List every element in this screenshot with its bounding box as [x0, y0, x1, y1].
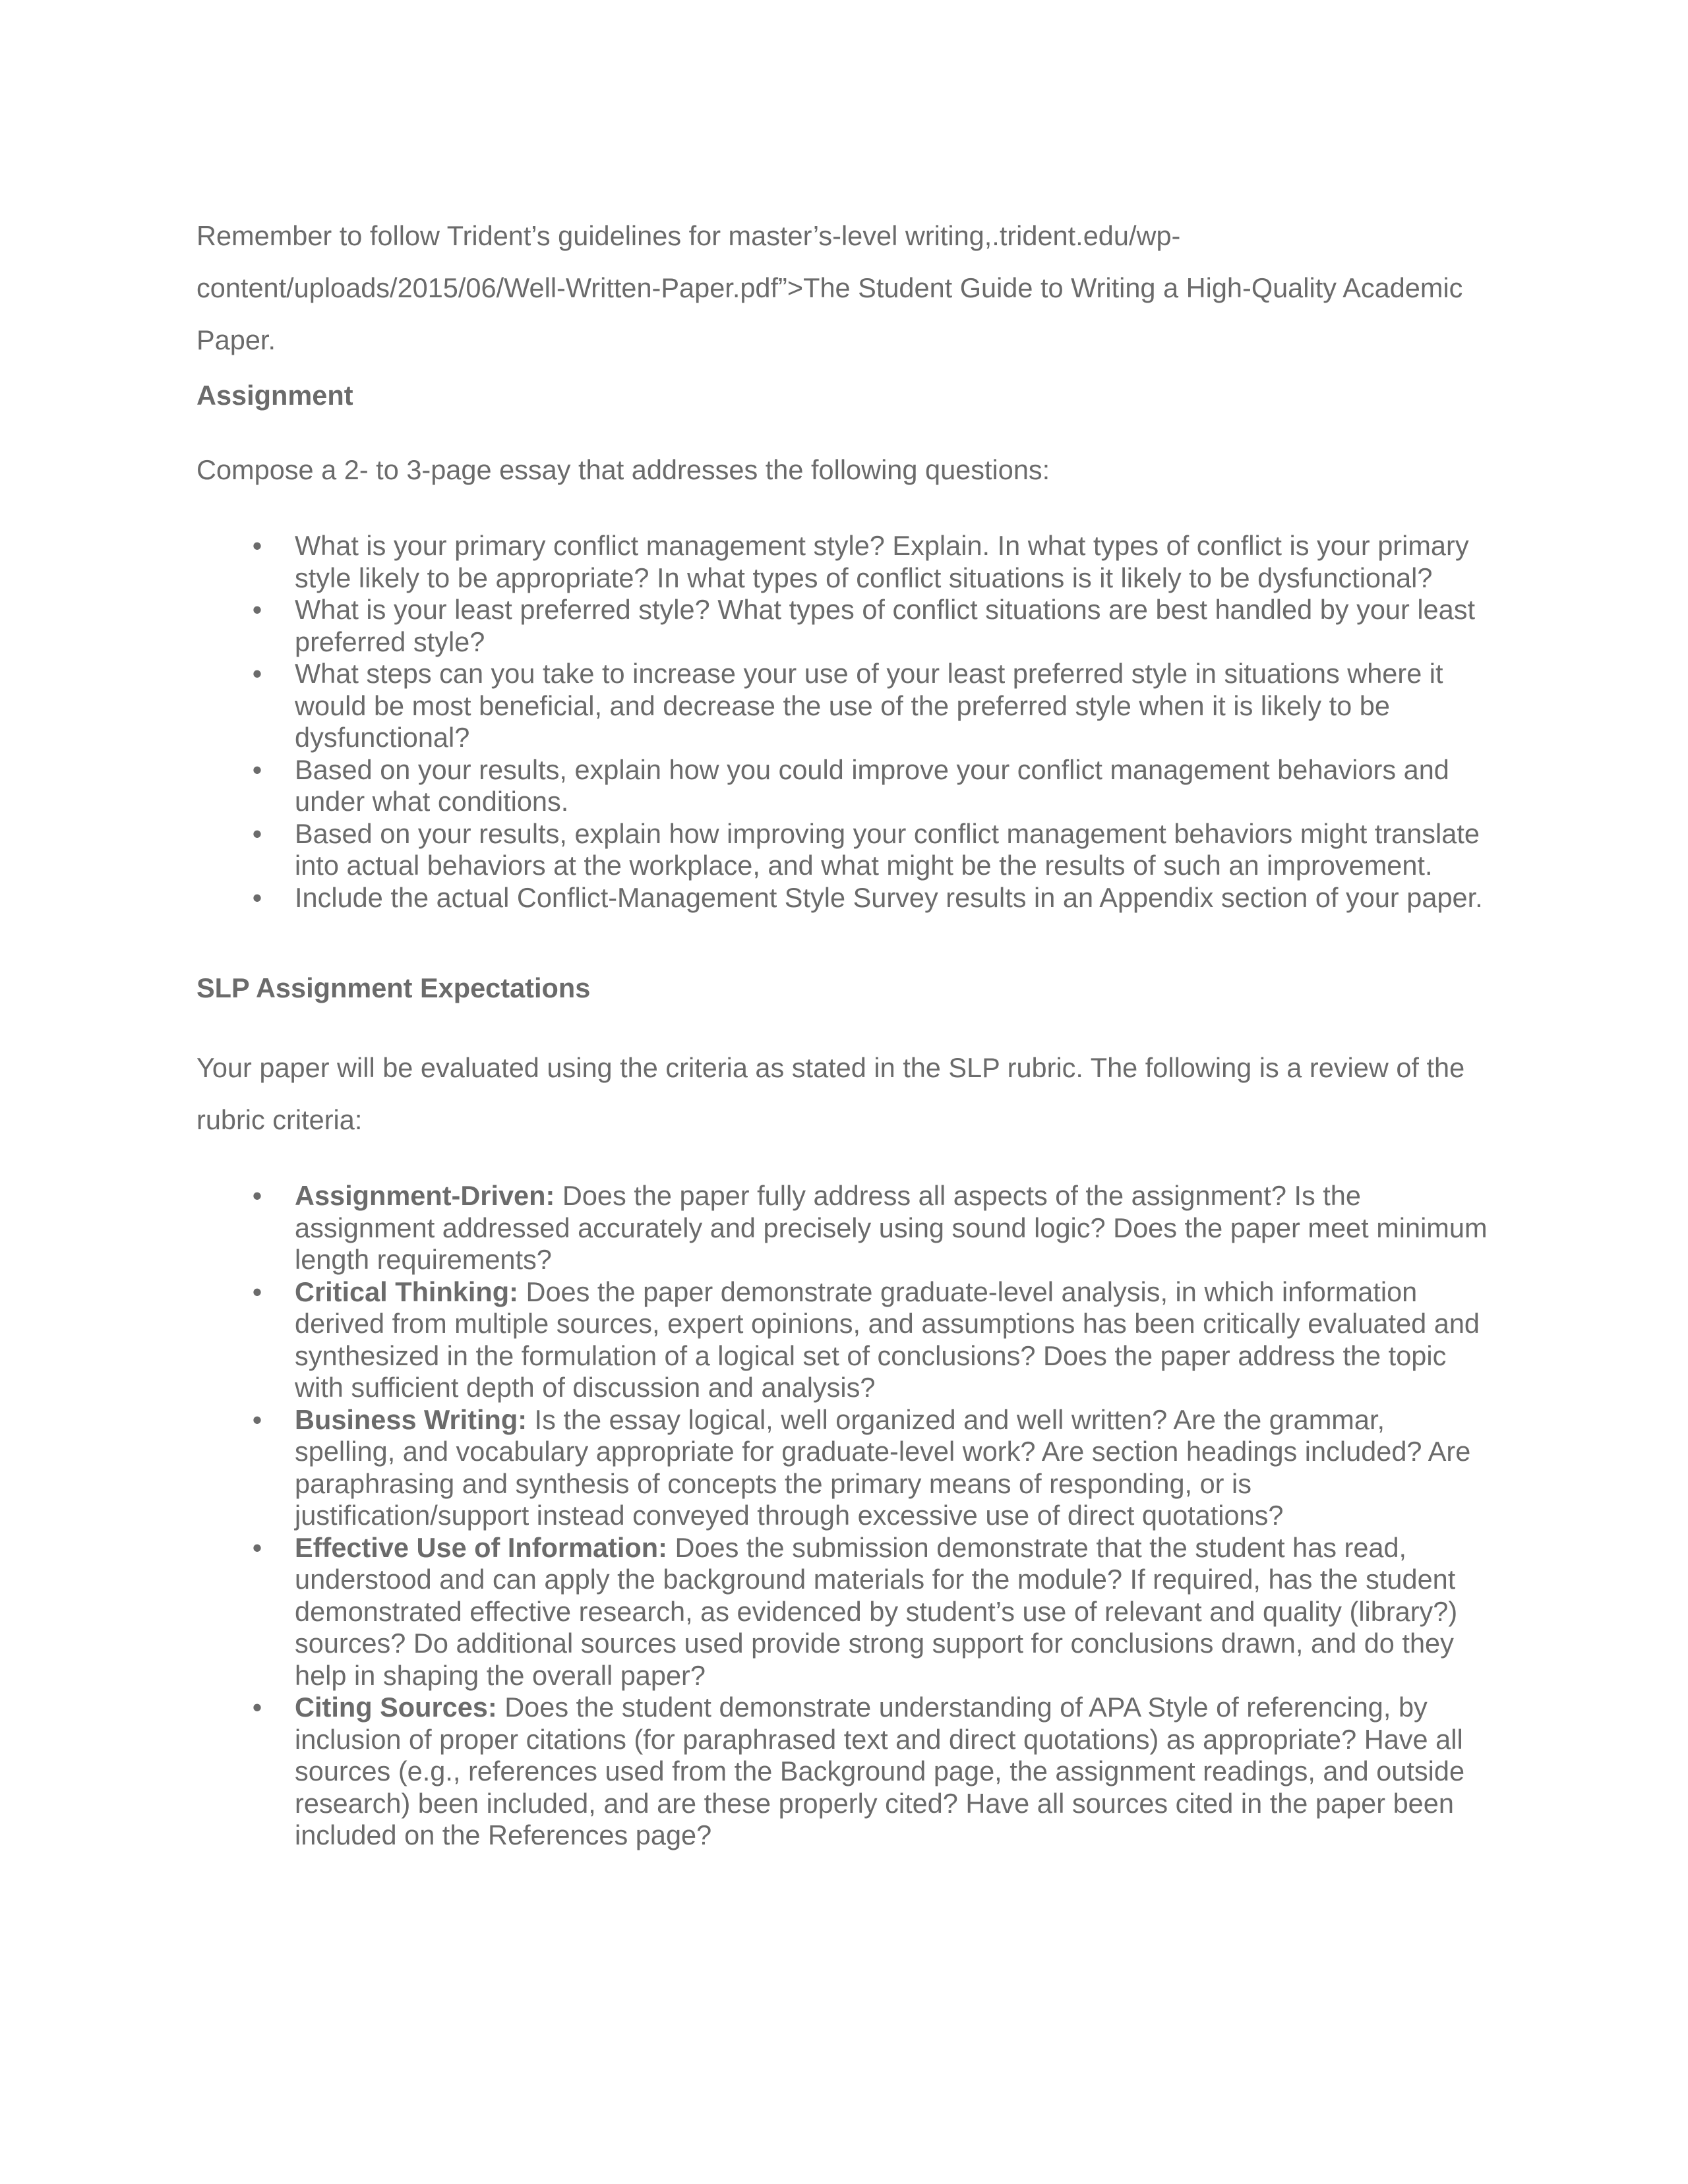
list-item	[196, 1276, 1489, 1404]
bullet-icon: •	[252, 658, 262, 689]
bullet-icon: •	[252, 1180, 262, 1211]
criterion-label: Citing Sources:	[295, 1692, 497, 1723]
list-item	[196, 882, 1489, 914]
list-item	[196, 818, 1489, 882]
question-text: Include the actual Conflict-Management Style Survey results in an Appendix section of your paper.	[295, 881, 1483, 913]
criterion-label: Assignment-Driven:	[295, 1180, 555, 1211]
intro-line-3: Paper.	[196, 324, 276, 355]
question-list	[196, 530, 1489, 914]
criterion-text: Does the paper demonstrate graduate-level analysis, in which information derived from multiple sources, expert opinions, and assumptions has been critically evaluated and synthesized in the formulation of a logical set of conclusions? Does the paper address the topic with sufficient depth of discussion and analysis?	[295, 1276, 1480, 1403]
list-item	[196, 1180, 1489, 1276]
document-page	[196, 210, 1489, 1852]
bullet-icon: •	[252, 594, 262, 625]
intro-line-2: content/uploads/2015/06/Well-Written-Paper.pdf”>The Student Guide to Writing a High-Quality Academic	[196, 272, 1463, 303]
list-item	[196, 1692, 1489, 1852]
expectations-heading: SLP Assignment Expectations	[196, 972, 591, 1003]
criterion-label: Effective Use of Information:	[295, 1531, 667, 1563]
assignment-prompt: Compose a 2- to 3-page essay that addresses the following questions:	[196, 454, 1050, 485]
criterion-text: Does the submission demonstrate that the student has read, understood and can apply the background materials for the module? If required, has the student demonstrated effective research, as evidenced by student’s use of relevant and quality (library?) sources? Do additional sources used provide strong support for conclusions drawn, and do they help in shaping the overall paper?	[295, 1531, 1458, 1691]
intro-line-1: Remember to follow Trident’s guidelines for master’s-level writing,.trident.edu/wp-	[196, 220, 1181, 251]
bullet-icon: •	[252, 1403, 262, 1435]
list-item	[196, 658, 1489, 754]
criterion-label: Business Writing:	[295, 1403, 528, 1435]
bullet-icon: •	[252, 530, 262, 561]
criterion-text: Does the paper fully address all aspects of the assignment? Is the assignment addressed accurately and precisely using sound logic? Does the paper meet minimum length requirements?	[295, 1180, 1488, 1275]
list-item	[196, 530, 1489, 594]
question-text: Based on your results, explain how improving your conflict management behaviors might translate into actual behaviors at the workplace, and what might be the results of such an improvement.	[295, 817, 1480, 881]
bullet-icon: •	[252, 881, 262, 913]
list-item	[196, 1532, 1489, 1692]
criteria-list	[196, 1180, 1489, 1852]
question-text: What steps can you take to increase your use of your least preferred style in situations where it would be most beneficial, and decrease the use of the preferred style when it is likely to be dysfunctional?	[295, 658, 1443, 753]
intro-paragraph	[196, 210, 1489, 366]
list-item	[196, 594, 1489, 658]
list-item	[196, 1404, 1489, 1532]
bullet-icon: •	[252, 817, 262, 849]
list-item	[196, 754, 1489, 818]
bullet-icon: •	[252, 753, 262, 785]
question-text: Based on your results, explain how you could improve your conflict management behaviors and under what conditions.	[295, 753, 1449, 817]
question-text: What is your primary conflict management style? Explain. In what types of conflict is your primary style likely to be appropriate? In what types of conflict situations is it likely to be dysfunctional?	[295, 530, 1469, 593]
criterion-text: Does the student demonstrate understanding of APA Style of referencing, by inclusion of proper citations (for paraphrased text and direct quotations) as appropriate? Have all sources (e.g., references used from the Background page, the assignment readings, and outside research) been included, and are these properly cited? Have all sources cited in the paper been included on the References page?	[295, 1692, 1465, 1850]
criterion-label: Critical Thinking:	[295, 1276, 518, 1307]
question-text: What is your least preferred style? What types of conflict situations are best handled by your least preferred style?	[295, 594, 1475, 657]
bullet-icon: •	[252, 1531, 262, 1563]
assignment-heading: Assignment	[196, 380, 353, 411]
bullet-icon: •	[252, 1692, 262, 1723]
expectations-intro: Your paper will be evaluated using the criteria as stated in the SLP rubric. The following is a review of the rubric criteria:	[196, 1052, 1465, 1135]
criterion-text: Is the essay logical, well organized and well written? Are the grammar, spelling, and vocabulary appropriate for graduate-level work? Are section headings included? Are paraphrasing and synthesis of concepts the primary means of responding, or is justification/support instead conveyed through excessive use of direct quotations?	[295, 1403, 1471, 1531]
bullet-icon: •	[252, 1276, 262, 1307]
